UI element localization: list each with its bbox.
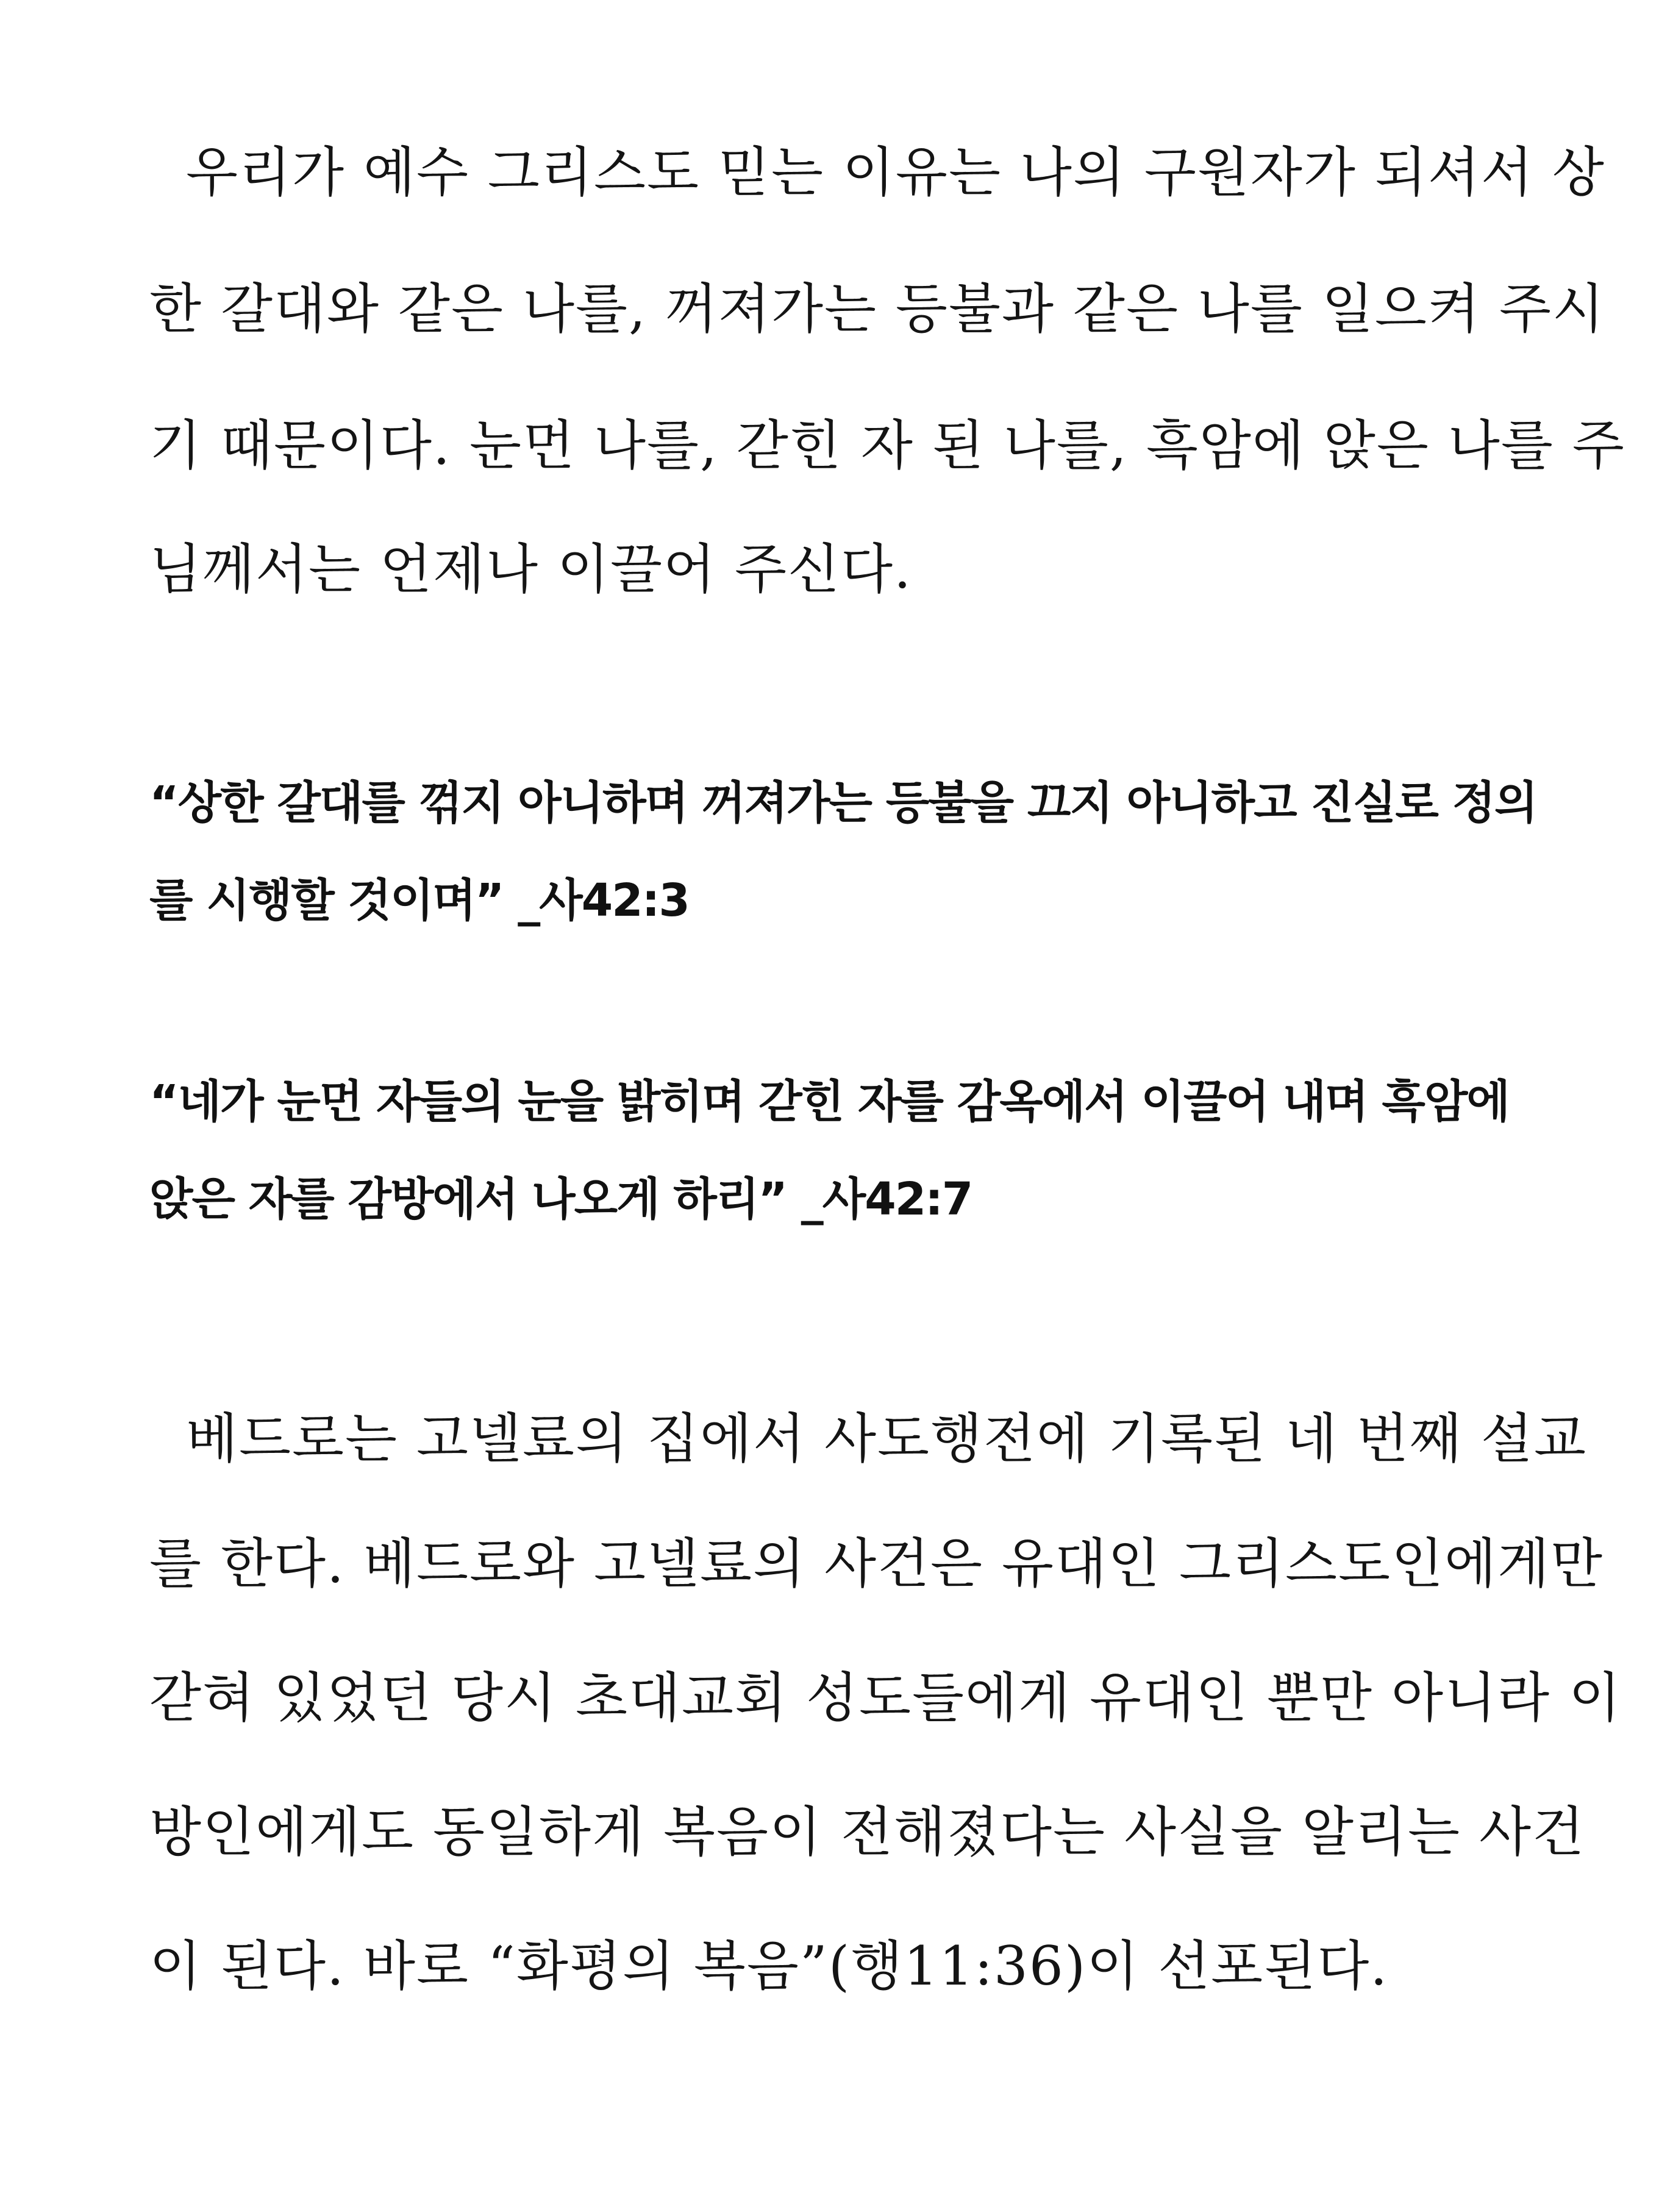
paragraph-line: 베드로는 고넬료의 집에서 사도행전에 기록된 네 번째 설교	[149, 1407, 1587, 1470]
paragraph-line: 기 때문이다. 눈먼 나를, 갇힌 자 된 나를, 흑암에 앉은 나를 주	[149, 414, 1625, 477]
paragraph-line: 갇혀 있었던 당시 초대교회 성도들에게 유대인 뿐만 아니라 이	[149, 1666, 1622, 1729]
quote-line: 앉은 자를 감방에서 나오게 하리” _사42:7	[149, 1173, 972, 1226]
paragraph-line: 를 한다. 베드로와 고넬료의 사건은 유대인 그리스도인에게만	[149, 1532, 1604, 1595]
paragraph-line: 이 된다. 바로 “화평의 복음”(행11:36)이 선포된다.	[149, 1935, 1389, 1997]
paragraph-line: 방인에게도 동일하게 복음이 전해졌다는 사실을 알리는 사건	[149, 1800, 1586, 1863]
paragraph-line: 님께서는 언제나 이끌어 주신다.	[149, 538, 912, 601]
quote-line: 를 시행할 것이며” _사42:3	[149, 874, 689, 927]
paragraph-line: 한 갈대와 같은 나를, 꺼져가는 등불과 같은 나를 일으켜 주시	[149, 277, 1605, 340]
quote-line: “상한 갈대를 꺾지 아니하며 꺼져가는 등불을 끄지 아니하고 진실로 정의	[149, 777, 1537, 829]
paragraph-line: 우리가 예수 그리스도 믿는 이유는 나의 구원자가 되셔서 상	[149, 141, 1605, 204]
quote-line: “네가 눈먼 자들의 눈을 밝히며 갇힌 자를 감옥에서 이끌어 내며 흑암에	[149, 1076, 1509, 1128]
